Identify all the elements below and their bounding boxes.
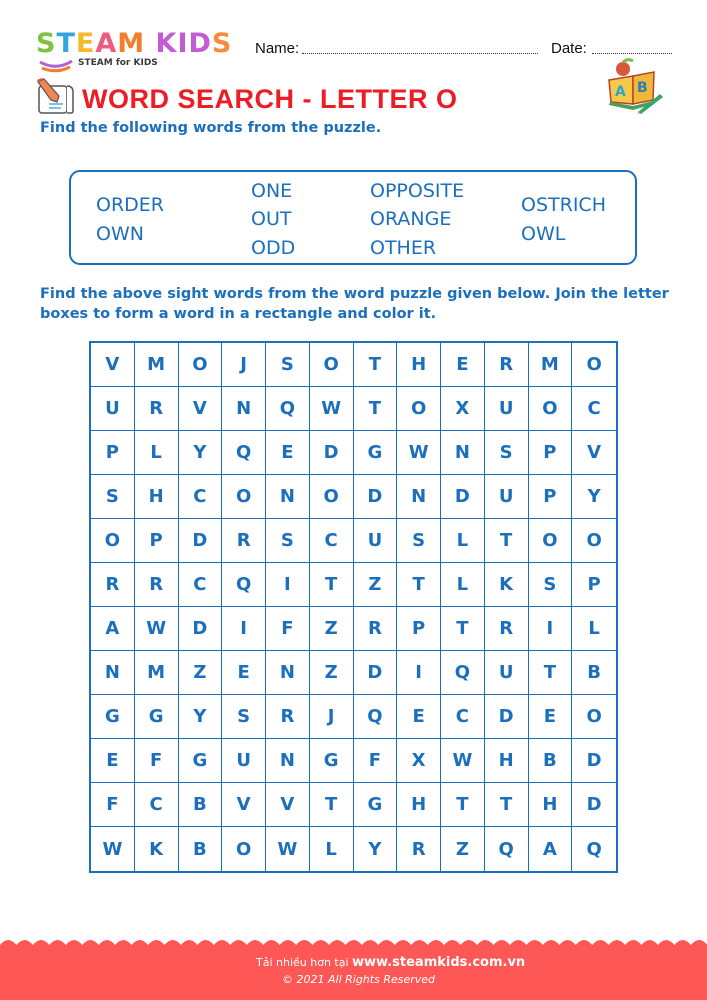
grid-cell[interactable]: J — [310, 695, 354, 739]
grid-cell[interactable]: P — [572, 563, 616, 607]
grid-cell[interactable]: Z — [310, 607, 354, 651]
grid-cell[interactable]: D — [572, 783, 616, 827]
grid-cell[interactable]: Q — [222, 431, 266, 475]
grid-cell[interactable]: R — [91, 563, 135, 607]
instruction-find-words: Find the following words from the puzzle. — [40, 120, 382, 136]
grid-cell[interactable]: V — [179, 387, 223, 431]
grid-cell[interactable]: O — [397, 387, 441, 431]
grid-cell[interactable]: W — [266, 827, 310, 871]
grid-cell[interactable]: Y — [572, 475, 616, 519]
grid-cell[interactable]: S — [529, 563, 573, 607]
logo-title — [36, 30, 236, 58]
grid-cell[interactable]: E — [397, 695, 441, 739]
grid-cell[interactable]: R — [135, 387, 179, 431]
grid-cell[interactable]: P — [529, 431, 573, 475]
grid-cell[interactable]: D — [310, 431, 354, 475]
grid-cell[interactable]: C — [135, 783, 179, 827]
grid-cell[interactable]: R — [135, 563, 179, 607]
grid-cell[interactable]: N — [441, 431, 485, 475]
grid-cell[interactable]: Q — [266, 387, 310, 431]
word-item: ORANGE — [370, 208, 452, 230]
grid-cell[interactable]: I — [529, 607, 573, 651]
grid-cell[interactable]: G — [354, 783, 398, 827]
word-item: ODD — [251, 237, 296, 259]
instruction-puzzle-line1: Find the above sight words from the word puzzle given below. Join the letter — [40, 286, 669, 302]
grid-cell[interactable]: T — [485, 783, 529, 827]
grid-cell[interactable]: B — [179, 827, 223, 871]
grid-cell[interactable]: U — [354, 519, 398, 563]
grid-cell[interactable]: F — [266, 607, 310, 651]
grid-cell[interactable]: W — [397, 431, 441, 475]
grid-cell[interactable]: C — [310, 519, 354, 563]
grid-cell[interactable]: P — [529, 475, 573, 519]
grid-cell[interactable]: D — [354, 475, 398, 519]
grid-cell[interactable]: J — [222, 343, 266, 387]
grid-cell[interactable]: P — [91, 431, 135, 475]
grid-cell[interactable]: T — [441, 783, 485, 827]
grid-cell[interactable]: U — [485, 651, 529, 695]
grid-cell[interactable]: I — [266, 563, 310, 607]
grid-cell[interactable]: W — [310, 387, 354, 431]
grid-cell[interactable]: U — [222, 739, 266, 783]
grid-cell[interactable]: C — [572, 387, 616, 431]
date-field[interactable] — [592, 53, 672, 54]
steam-kids-logo — [36, 30, 236, 75]
grid-cell[interactable]: C — [179, 475, 223, 519]
footer-site-link[interactable]: www.steamkids.com.vn — [352, 955, 526, 970]
grid-cell[interactable]: F — [135, 739, 179, 783]
grid-cell[interactable]: E — [266, 431, 310, 475]
grid-cell[interactable]: D — [179, 519, 223, 563]
grid-cell[interactable]: W — [441, 739, 485, 783]
grid-cell[interactable]: Z — [441, 827, 485, 871]
grid-cell[interactable]: X — [441, 387, 485, 431]
grid-cell[interactable]: T — [310, 783, 354, 827]
grid-cell[interactable]: B — [179, 783, 223, 827]
logo-letter: I — [177, 28, 189, 59]
word-item: OSTRICH — [521, 194, 606, 216]
grid-cell[interactable]: V — [91, 343, 135, 387]
grid-cell[interactable]: O — [529, 387, 573, 431]
abc-book-icon — [606, 58, 664, 114]
grid-cell[interactable]: P — [135, 519, 179, 563]
grid-cell[interactable]: H — [485, 739, 529, 783]
grid-cell[interactable]: R — [354, 607, 398, 651]
page-title: WORD SEARCH - LETTER O — [82, 84, 458, 114]
word-item: OUT — [251, 208, 292, 230]
grid-cell[interactable]: A — [529, 827, 573, 871]
grid-cell[interactable]: M — [135, 651, 179, 695]
logo-letter: S — [211, 28, 233, 59]
grid-cell[interactable]: E — [222, 651, 266, 695]
grid-cell[interactable]: S — [266, 343, 310, 387]
grid-cell[interactable]: T — [354, 387, 398, 431]
grid-cell[interactable]: X — [397, 739, 441, 783]
grid-cell[interactable]: N — [266, 739, 310, 783]
grid-cell[interactable]: G — [354, 431, 398, 475]
grid-cell[interactable]: R — [222, 519, 266, 563]
logo-letter: S — [36, 28, 57, 59]
grid-cell[interactable]: W — [135, 607, 179, 651]
word-item: OWN — [96, 223, 144, 245]
grid-cell[interactable]: Z — [179, 651, 223, 695]
logo-letter: T — [56, 28, 76, 59]
grid-cell[interactable]: B — [529, 739, 573, 783]
grid-cell[interactable]: R — [485, 607, 529, 651]
grid-cell[interactable]: Y — [179, 695, 223, 739]
word-item: OPPOSITE — [370, 180, 465, 202]
grid-cell[interactable]: H — [529, 783, 573, 827]
grid-cell[interactable]: G — [179, 739, 223, 783]
grid-cell[interactable]: D — [485, 695, 529, 739]
grid-cell[interactable]: Y — [354, 827, 398, 871]
grid-cell[interactable]: Z — [310, 651, 354, 695]
grid-cell[interactable]: R — [266, 695, 310, 739]
grid-cell[interactable]: D — [572, 739, 616, 783]
date-label: Date: — [551, 40, 587, 57]
grid-cell[interactable]: N — [222, 387, 266, 431]
logo-letter: K — [155, 28, 178, 59]
grid-cell[interactable]: N — [397, 475, 441, 519]
grid-cell[interactable]: O — [310, 343, 354, 387]
grid-cell[interactable]: O — [310, 475, 354, 519]
grid-cell[interactable]: K — [135, 827, 179, 871]
grid-cell[interactable]: I — [397, 651, 441, 695]
logo-swoosh-icon — [38, 59, 74, 73]
word-item: OTHER — [370, 237, 437, 259]
grid-cell[interactable]: U — [91, 387, 135, 431]
grid-cell[interactable]: V — [266, 783, 310, 827]
grid-cell[interactable]: H — [135, 475, 179, 519]
footer-copyright: © 2021 All Rights Reserved — [282, 973, 436, 986]
grid-cell[interactable]: M — [135, 343, 179, 387]
word-search-grid — [89, 341, 618, 873]
name-label: Name: — [255, 40, 300, 57]
grid-cell[interactable]: O — [222, 475, 266, 519]
grid-cell[interactable]: S — [266, 519, 310, 563]
grid-cell[interactable]: H — [397, 783, 441, 827]
logo-letter: M — [117, 28, 146, 59]
logo-letter: E — [75, 28, 96, 59]
svg-text:B: B — [637, 80, 648, 96]
grid-cell[interactable]: R — [397, 827, 441, 871]
grid-cell[interactable]: Y — [179, 431, 223, 475]
logo-subtitle: STEAM for KIDS — [78, 58, 158, 68]
grid-cell[interactable]: N — [266, 475, 310, 519]
grid-cell[interactable]: F — [91, 783, 135, 827]
grid-cell[interactable]: C — [441, 695, 485, 739]
grid-cell[interactable]: V — [222, 783, 266, 827]
grid-cell[interactable]: G — [310, 739, 354, 783]
footer-download-text — [256, 955, 525, 970]
instruction-puzzle-line2: boxes to form a word in a rectangle and color it. — [40, 306, 437, 322]
grid-cell[interactable]: A — [91, 607, 135, 651]
footer-prefix: Tải nhiều hơn tại — [256, 956, 353, 969]
grid-cell[interactable]: U — [485, 475, 529, 519]
grid-cell[interactable]: P — [397, 607, 441, 651]
grid-cell[interactable]: G — [135, 695, 179, 739]
grid-cell[interactable]: O — [572, 519, 616, 563]
grid-cell[interactable]: G — [91, 695, 135, 739]
grid-cell[interactable]: O — [529, 519, 573, 563]
grid-cell[interactable]: N — [266, 651, 310, 695]
grid-cell[interactable]: T — [310, 563, 354, 607]
grid-cell[interactable]: Q — [586, 838, 602, 860]
grid-cell[interactable]: L — [572, 607, 616, 651]
pencil-scroll-icon — [35, 78, 75, 116]
grid-cell[interactable]: O — [179, 343, 223, 387]
grid-cell[interactable]: O — [91, 519, 135, 563]
grid-cell[interactable]: Q — [485, 827, 529, 871]
grid-cell[interactable]: K — [485, 563, 529, 607]
grid-cell[interactable]: S — [222, 695, 266, 739]
grid-cell[interactable]: L — [441, 519, 485, 563]
grid-cell[interactable]: B — [572, 651, 616, 695]
grid-cell[interactable]: C — [179, 563, 223, 607]
grid-cell[interactable]: T — [397, 563, 441, 607]
grid-cell[interactable]: R — [485, 343, 529, 387]
grid-cell[interactable]: E — [91, 739, 135, 783]
grid-cell[interactable]: T — [354, 343, 398, 387]
grid-cell[interactable]: T — [441, 607, 485, 651]
grid-cell[interactable]: Q — [222, 563, 266, 607]
grid-cell[interactable]: S — [397, 519, 441, 563]
grid-cell[interactable]: L — [310, 827, 354, 871]
logo-letter — [145, 30, 155, 58]
grid-cell[interactable]: N — [91, 651, 135, 695]
grid-cell[interactable]: Q — [441, 651, 485, 695]
grid-cell[interactable]: Q — [354, 695, 398, 739]
name-field[interactable] — [302, 53, 538, 54]
grid-cell[interactable]: O — [572, 695, 616, 739]
word-item: ORDER — [96, 194, 164, 216]
grid-cell[interactable]: U — [485, 387, 529, 431]
grid-cell[interactable]: O — [222, 827, 266, 871]
grid-cell[interactable]: I — [222, 607, 266, 651]
grid-cell[interactable]: Z — [354, 563, 398, 607]
grid-cell[interactable]: E — [441, 343, 485, 387]
svg-text:A: A — [615, 84, 626, 100]
word-item: ONE — [251, 180, 293, 202]
logo-letter: A — [95, 28, 118, 59]
grid-cell[interactable]: S — [91, 475, 135, 519]
grid-cell[interactable]: W — [91, 827, 135, 871]
grid-cell[interactable]: T — [485, 519, 529, 563]
grid-cell[interactable]: M — [529, 343, 573, 387]
word-item: OWL — [521, 223, 566, 245]
grid-cell[interactable]: V — [572, 431, 616, 475]
word-list-box — [69, 170, 637, 265]
grid-cell[interactable]: D — [179, 607, 223, 651]
grid-cell[interactable]: S — [485, 431, 529, 475]
grid-cell[interactable]: E — [529, 695, 573, 739]
grid-cell[interactable]: L — [135, 431, 179, 475]
grid-cell[interactable]: D — [441, 475, 485, 519]
logo-letter: D — [188, 28, 212, 59]
grid-cell[interactable]: D — [354, 651, 398, 695]
grid-cell[interactable]: T — [529, 651, 573, 695]
grid-cell[interactable]: F — [354, 739, 398, 783]
grid-cell[interactable]: H — [397, 343, 441, 387]
grid-cell[interactable]: L — [441, 563, 485, 607]
grid-cell[interactable]: O — [572, 343, 616, 387]
